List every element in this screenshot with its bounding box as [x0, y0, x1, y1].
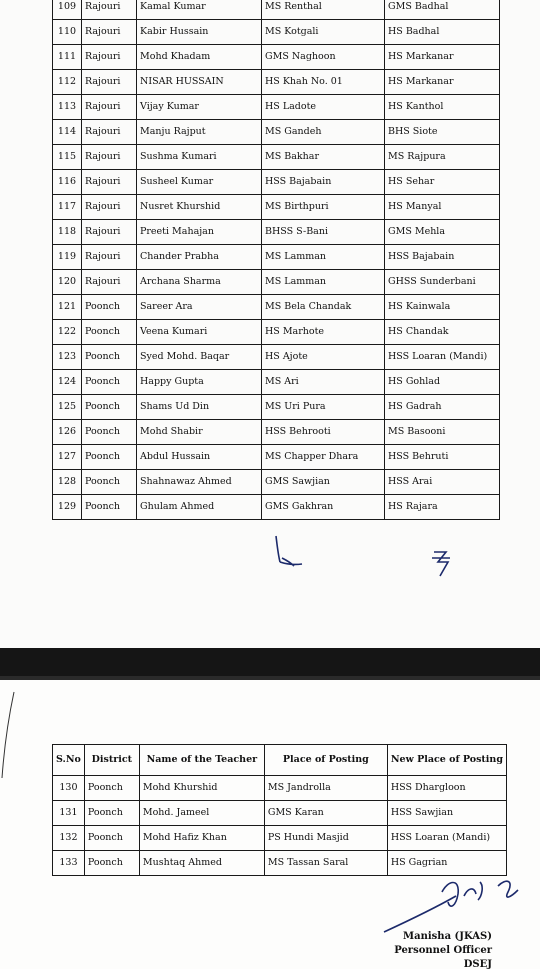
table-row: [53, 345, 500, 370]
cell-new-place-of-posting: HS Gohlad: [385, 370, 500, 395]
cell-place-of-posting: MS Uri Pura: [262, 395, 385, 420]
cell-new-place-of-posting: BHS Siote: [385, 120, 500, 145]
cell-place-of-posting: MS Tassan Saral: [264, 851, 387, 876]
cell-sno: 123: [53, 345, 82, 370]
officer-title: Personnel Officer: [394, 945, 492, 956]
cell-teacher-name: Syed Mohd. Baqar: [137, 345, 262, 370]
header-teacher-name: Name of the Teacher: [139, 745, 264, 776]
cell-sno: 127: [53, 445, 82, 470]
cell-place-of-posting: HS Ladote: [262, 95, 385, 120]
table-row: [53, 45, 500, 70]
table-row: [53, 495, 500, 520]
header-district: District: [84, 745, 139, 776]
cell-district: Rajouri: [82, 220, 137, 245]
cell-new-place-of-posting: HSS Dhargloon: [387, 776, 506, 801]
table-row: [53, 801, 507, 826]
table-row: [53, 145, 500, 170]
cell-place-of-posting: MS Chapper Dhara: [262, 445, 385, 470]
header-place-of-posting: Place of Posting: [264, 745, 387, 776]
cell-place-of-posting: GMS Karan: [264, 801, 387, 826]
cell-teacher-name: Shahnawaz Ahmed: [137, 470, 262, 495]
cell-sno: 110: [53, 20, 82, 45]
cell-sno: 116: [53, 170, 82, 195]
table-row: [53, 120, 500, 145]
cell-district: Rajouri: [82, 20, 137, 45]
cell-new-place-of-posting: HSS Loaran (Mandi): [387, 826, 506, 851]
table-row: [53, 20, 500, 45]
cell-place-of-posting: MS Lamman: [262, 245, 385, 270]
cell-new-place-of-posting: GMS Mehla: [385, 220, 500, 245]
cell-sno: 132: [53, 826, 85, 851]
cell-new-place-of-posting: HSS Loaran (Mandi): [385, 345, 500, 370]
cell-teacher-name: Happy Gupta: [137, 370, 262, 395]
cell-sno: 121: [53, 295, 82, 320]
cell-district: Rajouri: [82, 120, 137, 145]
cell-sno: 124: [53, 370, 82, 395]
cell-new-place-of-posting: MS Basooni: [385, 420, 500, 445]
transfer-table-body: [53, 776, 507, 876]
cell-district: Poonch: [82, 420, 137, 445]
officer-signature: [380, 872, 530, 934]
cell-sno: 117: [53, 195, 82, 220]
cell-place-of-posting: MS Lamman: [262, 270, 385, 295]
table-row: [53, 776, 507, 801]
cell-sno: 130: [53, 776, 85, 801]
cell-new-place-of-posting: MS Rajpura: [385, 145, 500, 170]
header-new-place-of-posting: New Place of Posting: [387, 745, 506, 776]
cell-district: Rajouri: [82, 95, 137, 120]
table-row: [53, 320, 500, 345]
cell-sno: 111: [53, 45, 82, 70]
transfer-table-page-2: [52, 744, 507, 876]
cell-new-place-of-posting: HS Markanar: [385, 70, 500, 95]
cell-place-of-posting: GMS Naghoon: [262, 45, 385, 70]
page-curl-edge: [0, 690, 16, 780]
cell-sno: 113: [53, 95, 82, 120]
cell-district: Poonch: [82, 395, 137, 420]
cell-district: Poonch: [84, 851, 139, 876]
cell-teacher-name: Mohd Khurshid: [139, 776, 264, 801]
cell-district: Poonch: [82, 295, 137, 320]
cell-place-of-posting: HS Khah No. 01: [262, 70, 385, 95]
table-row: [53, 0, 500, 20]
cell-new-place-of-posting: HS Kanthol: [385, 95, 500, 120]
cell-teacher-name: Vijay Kumar: [137, 95, 262, 120]
table-row: [53, 470, 500, 495]
cell-teacher-name: Kabir Hussain: [137, 20, 262, 45]
table-row: [53, 295, 500, 320]
cell-new-place-of-posting: HS Gadrah: [385, 395, 500, 420]
cell-district: Poonch: [82, 370, 137, 395]
cell-district: Rajouri: [82, 145, 137, 170]
cell-sno: 119: [53, 245, 82, 270]
cell-place-of-posting: GMS Sawjian: [262, 470, 385, 495]
cell-new-place-of-posting: HS Sehar: [385, 170, 500, 195]
header-row: [53, 745, 507, 776]
cell-district: Poonch: [84, 776, 139, 801]
table-row: [53, 195, 500, 220]
table-row: [53, 245, 500, 270]
cell-district: Rajouri: [82, 70, 137, 95]
cell-sno: 125: [53, 395, 82, 420]
cell-district: Poonch: [82, 495, 137, 520]
cell-place-of-posting: MS Bela Chandak: [262, 295, 385, 320]
cell-place-of-posting: MS Gandeh: [262, 120, 385, 145]
cell-district: Rajouri: [82, 45, 137, 70]
cell-new-place-of-posting: HS Badhal: [385, 20, 500, 45]
cell-district: Poonch: [82, 445, 137, 470]
table-row: [53, 370, 500, 395]
table-row: [53, 270, 500, 295]
cell-new-place-of-posting: HS Manyal: [385, 195, 500, 220]
cell-place-of-posting: MS Bakhar: [262, 145, 385, 170]
cell-teacher-name: Abdul Hussain: [137, 445, 262, 470]
cell-teacher-name: Mohd Khadam: [137, 45, 262, 70]
cell-new-place-of-posting: HSS Arai: [385, 470, 500, 495]
cell-teacher-name: Veena Kumari: [137, 320, 262, 345]
cell-sno: 129: [53, 495, 82, 520]
cell-teacher-name: Mohd Shabir: [137, 420, 262, 445]
cell-new-place-of-posting: HS Markanar: [385, 45, 500, 70]
cell-teacher-name: Manju Rajput: [137, 120, 262, 145]
cell-district: Poonch: [82, 470, 137, 495]
cell-sno: 115: [53, 145, 82, 170]
cell-teacher-name: Sareer Ara: [137, 295, 262, 320]
cell-teacher-name: Susheel Kumar: [137, 170, 262, 195]
cell-teacher-name: Kamal Kumar: [137, 0, 262, 20]
cell-teacher-name: Sushma Kumari: [137, 145, 262, 170]
cell-district: Poonch: [84, 826, 139, 851]
initials-signature-2: [428, 548, 458, 582]
cell-teacher-name: Archana Sharma: [137, 270, 262, 295]
cell-teacher-name: Preeti Mahajan: [137, 220, 262, 245]
cell-sno: 118: [53, 220, 82, 245]
cell-district: Rajouri: [82, 270, 137, 295]
cell-sno: 126: [53, 420, 82, 445]
cell-new-place-of-posting: HS Gagrian: [387, 851, 506, 876]
cell-district: Rajouri: [82, 0, 137, 20]
table-header: [53, 745, 507, 776]
cell-sno: 131: [53, 801, 85, 826]
cell-district: Poonch: [82, 320, 137, 345]
officer-name: Manisha (JKAS): [403, 931, 492, 942]
cell-place-of-posting: BHSS S-Bani: [262, 220, 385, 245]
cell-new-place-of-posting: HSS Behruti: [385, 445, 500, 470]
cell-place-of-posting: MS Ari: [262, 370, 385, 395]
cell-district: Poonch: [82, 345, 137, 370]
cell-teacher-name: Chander Prabha: [137, 245, 262, 270]
cell-sno: 112: [53, 70, 82, 95]
table-row: [53, 826, 507, 851]
cell-new-place-of-posting: HS Chandak: [385, 320, 500, 345]
cell-new-place-of-posting: HS Rajara: [385, 495, 500, 520]
cell-new-place-of-posting: HSS Bajabain: [385, 245, 500, 270]
table-row: [53, 395, 500, 420]
cell-district: Rajouri: [82, 170, 137, 195]
cell-teacher-name: Shams Ud Din: [137, 395, 262, 420]
initials-signature-1: [268, 532, 308, 572]
officer-department: DSEJ: [463, 959, 492, 970]
cell-place-of-posting: PS Hundi Masjid: [264, 826, 387, 851]
cell-teacher-name: Ghulam Ahmed: [137, 495, 262, 520]
cell-place-of-posting: MS Kotgali: [262, 20, 385, 45]
cell-place-of-posting: HSS Bajabain: [262, 170, 385, 195]
cell-place-of-posting: MS Jandrolla: [264, 776, 387, 801]
table-row: [53, 70, 500, 95]
cell-teacher-name: Mohd. Jameel: [139, 801, 264, 826]
cell-sno: 114: [53, 120, 82, 145]
cell-new-place-of-posting: HSS Sawjian: [387, 801, 506, 826]
cell-teacher-name: Mushtaq Ahmed: [139, 851, 264, 876]
table-row: [53, 95, 500, 120]
cell-sno: 122: [53, 320, 82, 345]
cell-new-place-of-posting: GMS Badhal: [385, 0, 500, 20]
cell-place-of-posting: GMS Gakhran: [262, 495, 385, 520]
cell-new-place-of-posting: HS Kainwala: [385, 295, 500, 320]
cell-sno: 109: [53, 0, 82, 20]
table-row: [53, 445, 500, 470]
table-row: [53, 220, 500, 245]
cell-place-of-posting: HS Marhote: [262, 320, 385, 345]
cell-place-of-posting: HSS Behrooti: [262, 420, 385, 445]
cell-district: Rajouri: [82, 245, 137, 270]
cell-place-of-posting: MS Renthal: [262, 0, 385, 20]
table-row: [53, 420, 500, 445]
table-row: [53, 170, 500, 195]
cell-district: Rajouri: [82, 195, 137, 220]
cell-teacher-name: NISAR HUSSAIN: [137, 70, 262, 95]
cell-teacher-name: Nusret Khurshid: [137, 195, 262, 220]
transfer-table-page-1: [52, 0, 500, 520]
cell-new-place-of-posting: GHSS Sunderbani: [385, 270, 500, 295]
header-sno: S.No: [53, 745, 85, 776]
cell-sno: 120: [53, 270, 82, 295]
cell-place-of-posting: MS Birthpuri: [262, 195, 385, 220]
cell-sno: 133: [53, 851, 85, 876]
cell-place-of-posting: HS Ajote: [262, 345, 385, 370]
cell-teacher-name: Mohd Hafiz Khan: [139, 826, 264, 851]
cell-district: Poonch: [84, 801, 139, 826]
cell-sno: 128: [53, 470, 82, 495]
transfer-table-body: [53, 0, 500, 520]
